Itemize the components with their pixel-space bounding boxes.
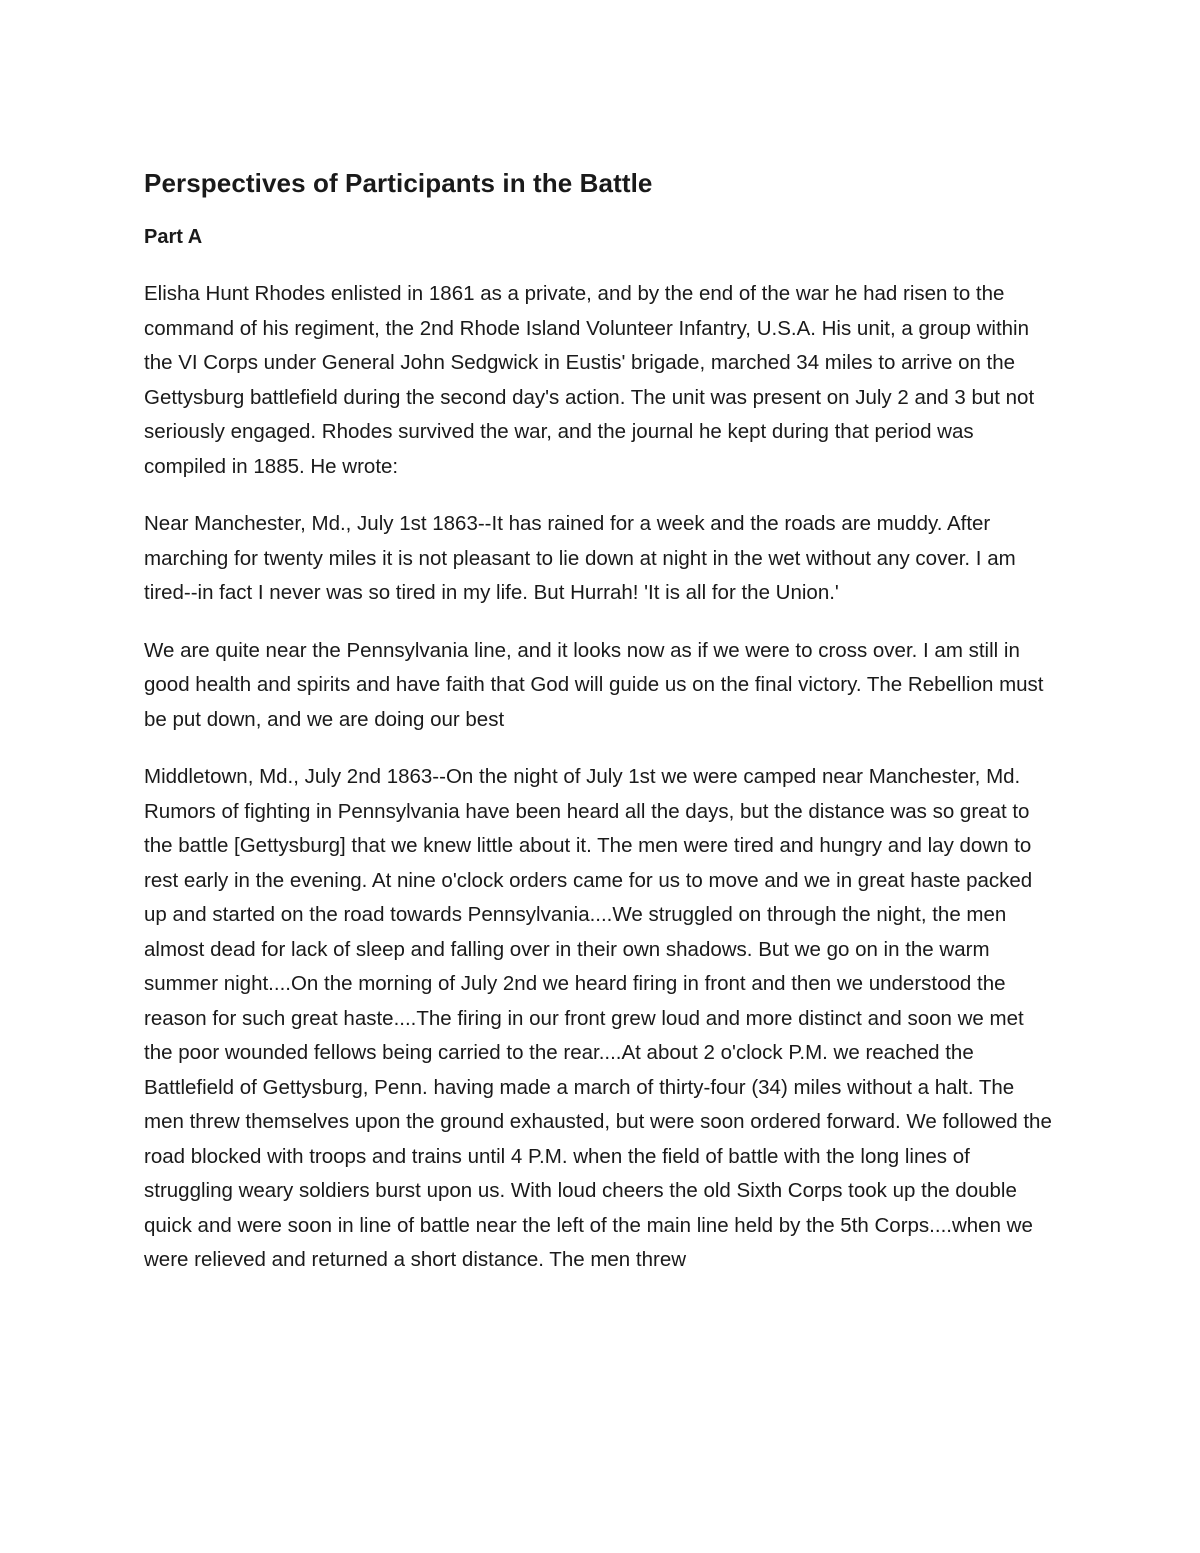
paragraph-journal-july-2: Middletown, Md., July 2nd 1863--On the night of July 1st we were camped near Manchester, Md. Rumors of fighting in Pennsylvania have been heard all the days, but the distance was so great to the battle [Gettysburg] that we knew little about it. The men were tired and hungry and lay down to rest early in the evening. At nine o'clock orders came for us to move and we in great haste packed up and started on the road towards Pennsylvania....We struggled on through the night, the men almost dead for lack of sleep and falling over in their own shadows. But we go on in the warm summer night....On the morning of July 2nd we heard firing in front and then we understood the reason for such great haste....The firing in our front grew loud and more distinct and soon we met the poor wounded fellows being carried to the rear....At about 2 o'clock P.M. we reached the Battlefield of Gettysburg, Penn. having made a march of thirty-four (34) miles without a halt. The men threw themselves upon the ground exhausted, but were soon ordered forward. We followed the road blocked with troops and trains until 4 P.M. when the field of battle with the long lines of struggling weary soldiers burst upon us. With loud cheers the old Sixth Corps took up the double quick and were soon in line of battle near the left of the main line held by the 5th Corps....when we were relieved and returned a short distance. The men threw bbox=[144, 765, 1052, 1271]
paragraph-journal-july-1: Near Manchester, Md., July 1st 1863--It has rained for a week and the roads are muddy. After marching for twenty miles it is not pleasant to lie down at night in the wet without any cover. I am tired--in fact I never was so tired in my life. But Hurrah! 'It is all for the Union.' bbox=[144, 512, 1016, 604]
document-page bbox=[144, 160, 1056, 1278]
section-heading: Part A bbox=[144, 226, 203, 248]
document-title: Perspectives of Participants in the Battle bbox=[144, 168, 653, 198]
paragraph-journal-pennsylvania-line: We are quite near the Pennsylvania line, and it looks now as if we were to cross over. I am still in good health and spirits and have faith that God will guide us on the final victory. The Rebellion must be put down, and we are doing our best bbox=[144, 638, 1044, 731]
paragraph-intro: Elisha Hunt Rhodes enlisted in 1861 as a private, and by the end of the war he had risen to the command of his regiment, the 2nd Rhode Island Volunteer Infantry, U.S.A. His unit, a group within the VI Corps under General John Sedgwick in Eustis' brigade, marched 34 miles to arrive on the Gettysburg battlefield during the second day's action. The unit was present on July 2 and 3 but not seriously engaged. Rhodes survived the war, and the journal he kept during that period was compiled in 1885. He wrote: bbox=[144, 282, 1035, 478]
